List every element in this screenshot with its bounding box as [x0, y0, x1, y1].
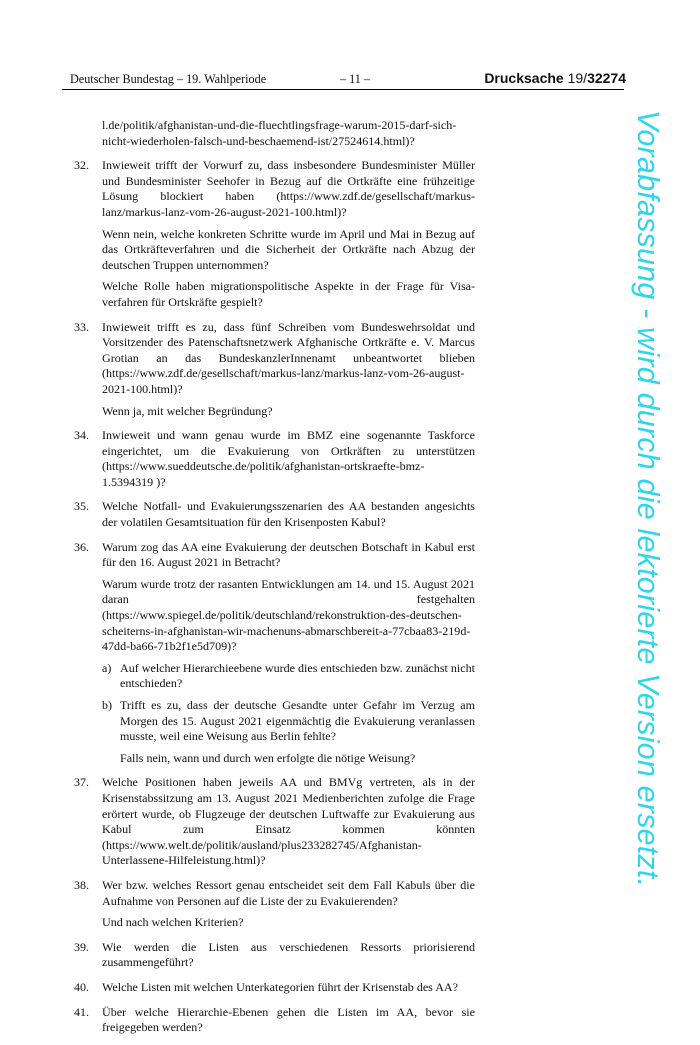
- page-header: [62, 70, 626, 88]
- subquestion-b: [102, 698, 475, 766]
- question-text: Inwieweit trifft der Vorwurf zu, dass insbesondere Bundesminister Müller und Bundesminister Seehofer in Bezug auf die Ortkräfte eine frühzeitige Lösung blockiert haben (https://www.zdf.de/gesellschaft/markus-lanz/markus-lanz-vom-26-august-2021-100.html)?: [102, 158, 475, 219]
- question-38: [70, 878, 475, 931]
- subquestion-followup: Falls nein, wann und durch wen erfolgte die nötige Weisung?: [120, 750, 416, 765]
- question-followup: Warum wurde trotz der rasanten Entwicklungen am 14. und 15. August 2021 daran festgehalten (https://www.spiegel.de/politik/deutschland/rekonstruktion-des-deutschen-scheiterns-in-afghanistan-wir-machenuns-abmarschbereit-a-77cbaa83-219d-47dd-ba66-71b2f1e5d709)?: [102, 576, 475, 654]
- question-followup: Und nach welchen Kriterien?: [102, 915, 244, 930]
- question-text: Wer bzw. welches Ressort genau entscheidet seit dem Fall Kabuls über die Aufnahme von Personen auf die Liste der zu Evakuierenden?: [102, 877, 475, 908]
- question-text: Inwieweit und wann genau wurde im BMZ eine sogenannte Taskforce eingerichtet, um die Evakuierung von Ortkräften zu unterstützen (https://www.sueddeutsche.de/politik/afghanistan-ortskraefte-bmz-1.5394319 )?: [102, 428, 475, 489]
- subquestion-a: [102, 661, 475, 692]
- question-followup: Welche Rolle haben migrationspolitische Aspekte in der Frage für Visa-verfahren für Ortskräfte gespielt?: [102, 279, 475, 309]
- question-37: [70, 775, 475, 869]
- question-32: [70, 158, 475, 310]
- question-40: [70, 980, 475, 996]
- question-39: [70, 940, 475, 971]
- page-number: – 11 –: [340, 72, 371, 86]
- question-41: [70, 1005, 475, 1036]
- question-35: [70, 499, 475, 530]
- document-number-a: 19/: [567, 70, 588, 86]
- document-number-b: 32274: [587, 70, 626, 86]
- question-number: 40.: [74, 979, 90, 994]
- question-number: 32.: [74, 158, 90, 173]
- question-number: 33.: [74, 319, 90, 334]
- question-36: [70, 540, 475, 767]
- question-text: Wie werden die Listen aus verschiedenen Ressorts priorisierend zusammengeführt?: [102, 939, 475, 970]
- question-number: 36.: [74, 539, 90, 554]
- header-publication: Deutscher Bundestag – 19. Wahlperiode: [70, 72, 267, 86]
- subquestion-text: Auf welcher Hierarchieebene wurde dies entschieden bzw. zunächst nicht entschieden?: [120, 660, 475, 691]
- subquestion-letter: a): [102, 660, 112, 675]
- question-34: [70, 428, 475, 490]
- question-text: Über welche Hierarchie-Ebenen gehen die Listen im AA, bevor sie freigegeben werden?: [102, 1004, 475, 1035]
- question-33: [70, 320, 475, 420]
- question-text: Welche Notfall- und Evakuierungsszenarien des AA bestanden angesichts der volatilen Gesamtsituation für den Krisenposten Kabul?: [102, 499, 475, 530]
- question-text: Welche Positionen haben jeweils AA und BMVg vertreten, als in der Krisenstabssitzung am 13. August 2021 Medienberichten zufolge die Frage erörtert wurde, ob Flugzeuge der deutschen Luftwaffe zur Evakuierung aus Kabul zum Einsatz kommen könnten (https://www.welt.de/politik/ausland/plus233282745/Afghanistan-Unterlassene-Hilfeleistung.html)?: [102, 775, 475, 868]
- question-text: Inwieweit trifft es zu, dass fünf Schreiben vom Bundeswehrsoldat und Vorsitzender des Patenschaftsnetzwerk Afghanische Ortkräfte e. V. Marcus Grotian an das BundeskanzlerInnenamt unbeantwortet blieben (https://www.zdf.de/gesellschaft/markus-lanz/markus-lanz-vom-26-august-2021-100.html)?: [102, 319, 475, 396]
- watermark-text: Vorabfassung - wird durch die lektorierte Version ersetzt.: [631, 110, 665, 888]
- question-number: 34.: [74, 428, 90, 443]
- question-number: 38.: [74, 877, 90, 892]
- document-number: [484, 70, 626, 86]
- question-list: [70, 118, 475, 1045]
- subquestion-letter: b): [102, 698, 113, 712]
- subquestion-text: Trifft es zu, dass der deutsche Gesandte unter Gefahr im Verzug am Morgen des 15. August 2021 eigenmächtig die Evakuierung veranlassen musste, weil eine Weisung aus Berlin fehlte?: [120, 698, 475, 744]
- question-followup: Wenn ja, mit welcher Begründung?: [102, 403, 273, 418]
- question-number: 41.: [74, 1004, 90, 1019]
- question-followup: Wenn nein, welche konkreten Schritte wurde im April und Mai in Bezug auf das Ortkräfteverfahren und die Sicherheit der Ortkräfte nach Abzug der deutschen Truppen unternommen?: [102, 226, 475, 272]
- header-rule: [62, 89, 624, 90]
- document-label: Drucksache: [484, 70, 564, 86]
- question-number: 35.: [74, 499, 90, 514]
- question-text: Warum zog das AA eine Evakuierung der deutschen Botschaft in Kabul erst für den 16. August 2021 in Betracht?: [102, 539, 475, 570]
- question-text: Welche Listen mit welchen Unterkategorien führt der Krisenstab des AA?: [102, 979, 458, 994]
- question-number: 39.: [74, 939, 90, 954]
- question-number: 37.: [74, 775, 90, 790]
- draft-watermark: [620, 110, 700, 890]
- continuation-text: l.de/politik/afghanistan-und-die-fluechtlingsfrage-warum-2015-darf-sich-nicht-wiederholen-falsch-und-beschaemend-ist/27524614.html)?: [102, 118, 457, 148]
